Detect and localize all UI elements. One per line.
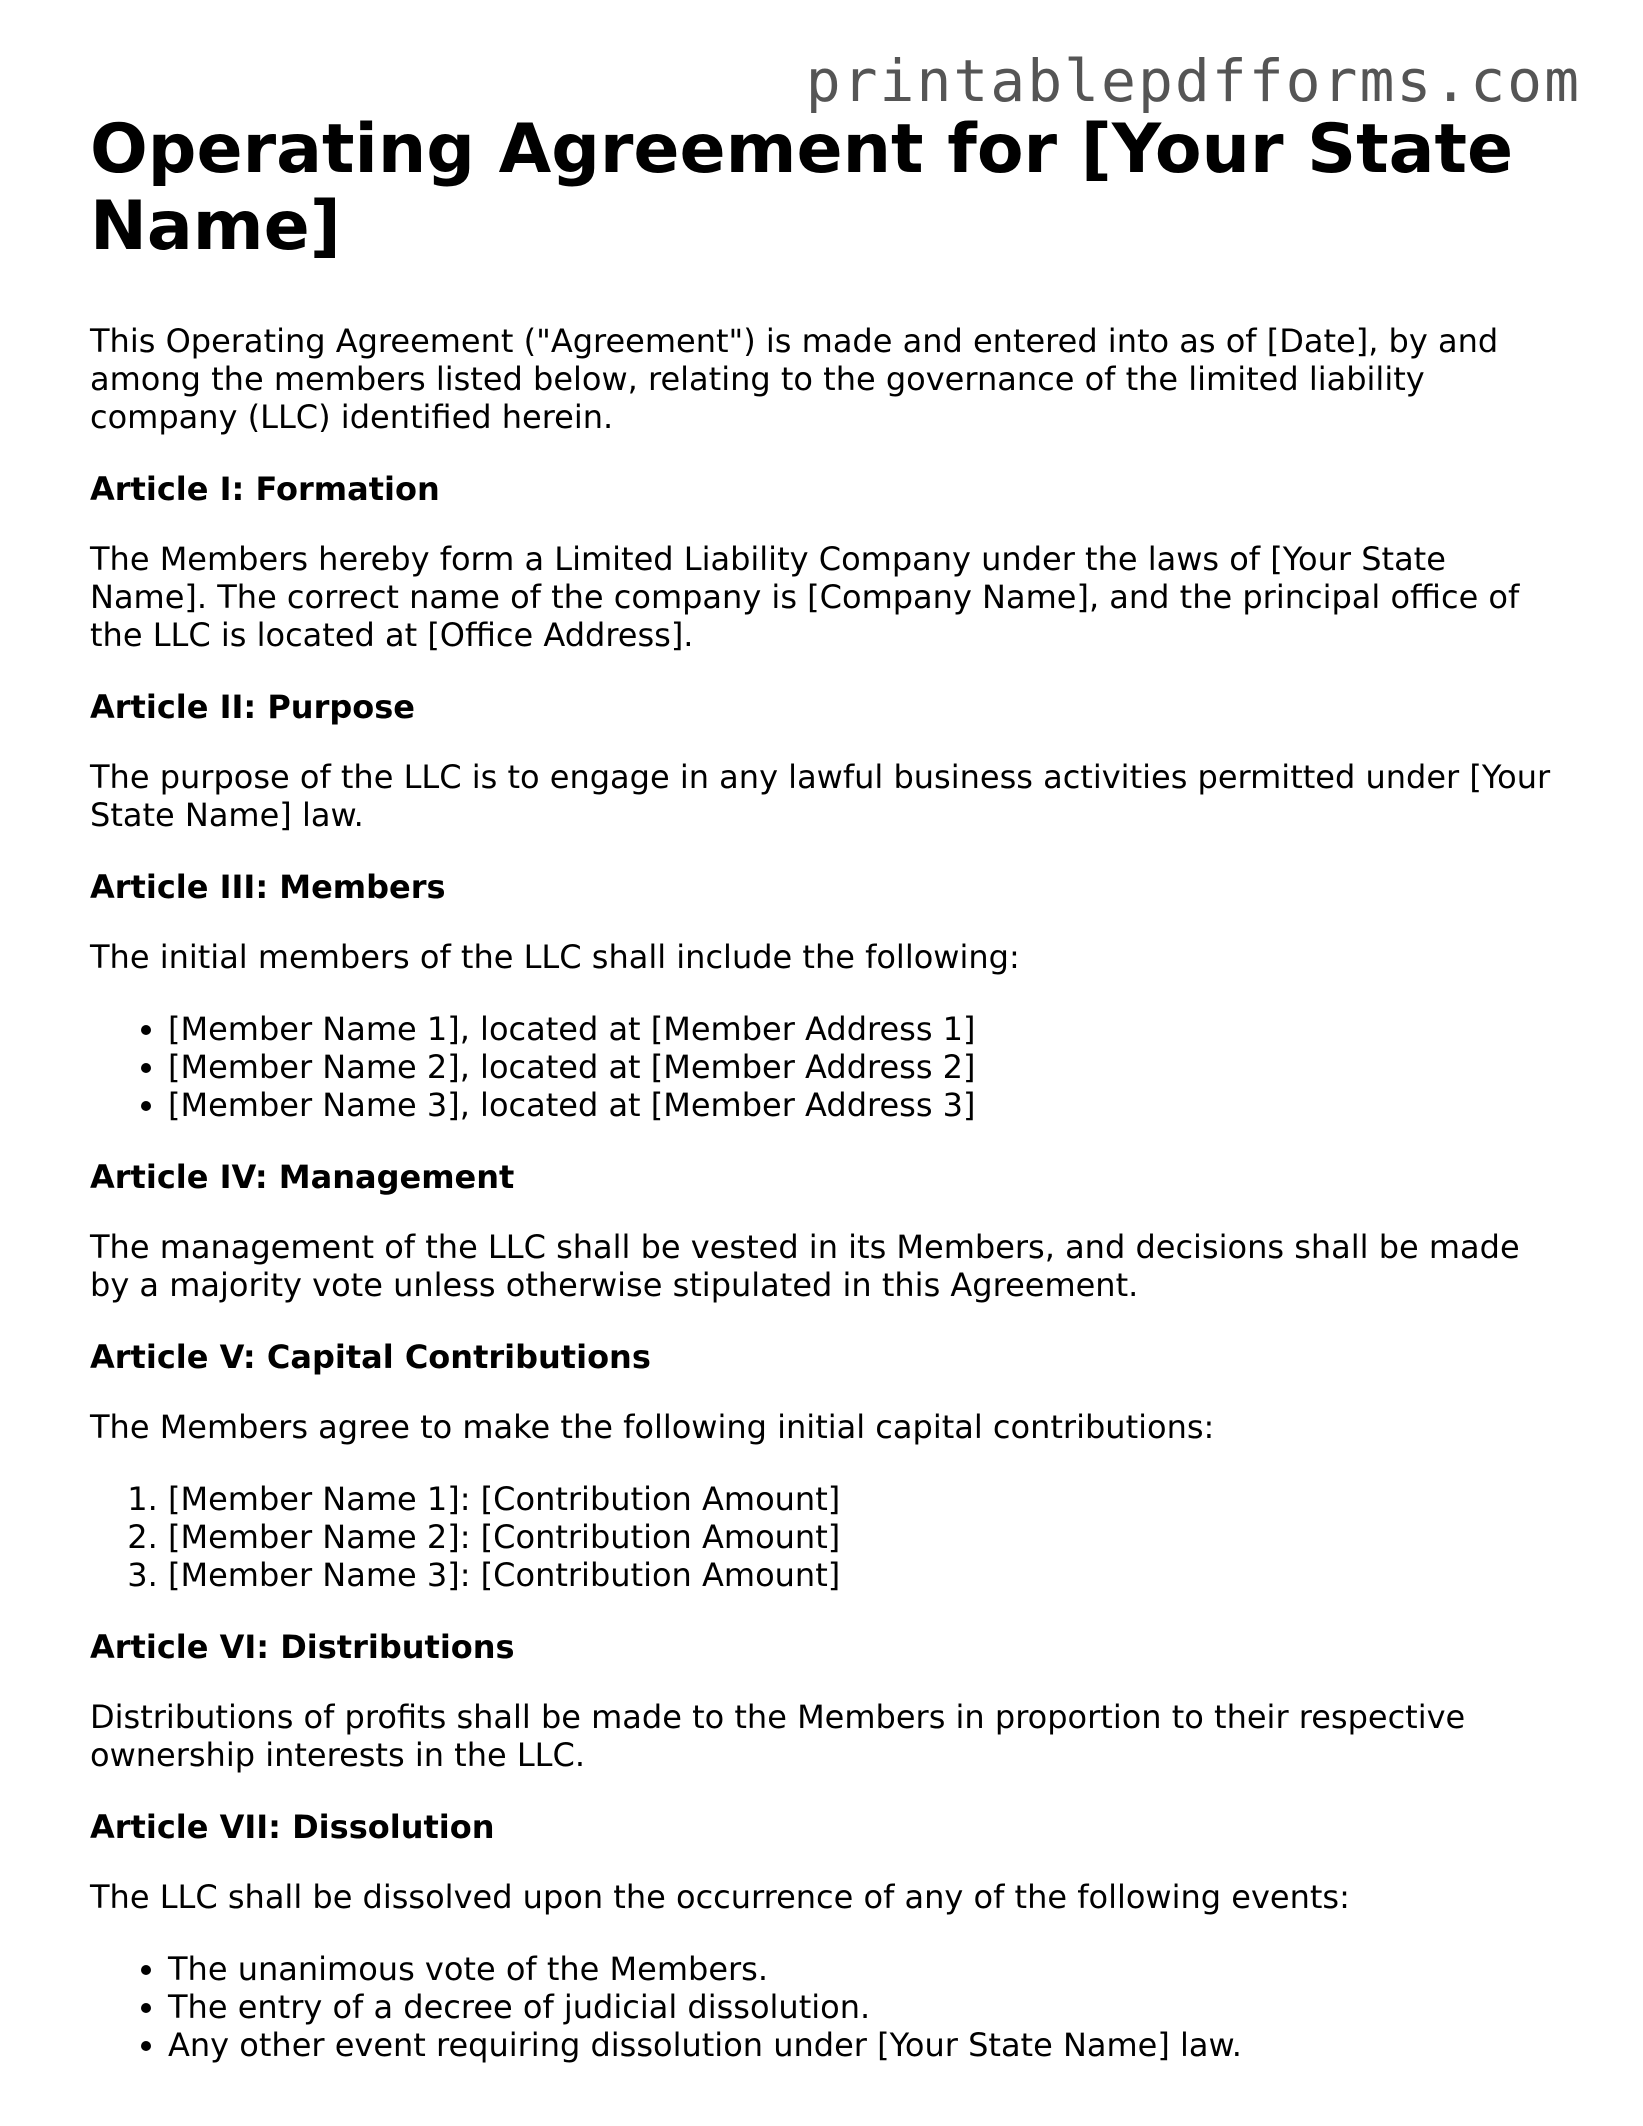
- list-item: • Any other event requiring dissolution under [Your State Name] law.: [168, 2026, 1555, 2064]
- list-item: • [Member Name 3], located at [Member Address 3]: [168, 1086, 1555, 1124]
- intro-paragraph: This Operating Agreement ("Agreement") is made and entered into as of [Date], by and among the members listed below, relating to the governance of the limited liability company (LLC) identified herein.: [90, 321, 1499, 436]
- list-item: • The unanimous vote of the Members.: [168, 1950, 1555, 1988]
- article-heading-capital-contributions: Article V: Capital Contributions: [90, 1337, 651, 1376]
- list-item: 1. [Member Name 1]: [Contribution Amount]: [168, 1480, 1555, 1518]
- article-heading-distributions: Article VI: Distributions: [90, 1627, 515, 1666]
- document-title: Operating Agreement for [Your State Name]: [90, 110, 1514, 266]
- list-item: • [Member Name 1], located at [Member Address 1]: [168, 1010, 1555, 1048]
- article-heading-purpose: Article II: Purpose: [90, 687, 415, 726]
- article-heading-management: Article IV: Management: [90, 1157, 515, 1196]
- contributions-list: [90, 1480, 1555, 1594]
- article-text-formation: The Members hereby form a Limited Liability Company under the laws of [Your State Name]. The correct name of the company is [Company Name], and the principal office of the LLC is located at [Office Address].: [90, 539, 1520, 654]
- article-heading-members: Article III: Members: [90, 867, 446, 906]
- article-text-members: The initial members of the LLC shall include the following:: [90, 937, 1020, 976]
- article-heading-formation: Article I: Formation: [90, 469, 440, 508]
- site-watermark: printablepdfforms.com: [805, 47, 1581, 115]
- article-text-purpose: The purpose of the LLC is to engage in any lawful business activities permitted under [Your State Name] law.: [90, 757, 1551, 834]
- article-text-capital-contributions: The Members agree to make the following initial capital contributions:: [90, 1407, 1215, 1446]
- list-item: 2. [Member Name 2]: [Contribution Amount]: [168, 1518, 1555, 1556]
- list-item: 3. [Member Name 3]: [Contribution Amount]: [168, 1556, 1555, 1594]
- list-item: • The entry of a decree of judicial dissolution.: [168, 1988, 1555, 2026]
- article-heading-dissolution: Article VII: Dissolution: [90, 1807, 495, 1846]
- members-list: [90, 1010, 1555, 1124]
- article-text-distributions: Distributions of profits shall be made to the Members in proportion to their respective ownership interests in the LLC.: [90, 1697, 1466, 1774]
- article-text-dissolution: The LLC shall be dissolved upon the occurrence of any of the following events:: [90, 1877, 1350, 1916]
- article-text-management: The management of the LLC shall be vested in its Members, and decisions shall be made by a majority vote unless otherwise stipulated in this Agreement.: [90, 1227, 1520, 1304]
- dissolution-events-list: [90, 1950, 1555, 2064]
- list-item: • [Member Name 2], located at [Member Address 2]: [168, 1048, 1555, 1086]
- document-page: [90, 112, 1555, 2098]
